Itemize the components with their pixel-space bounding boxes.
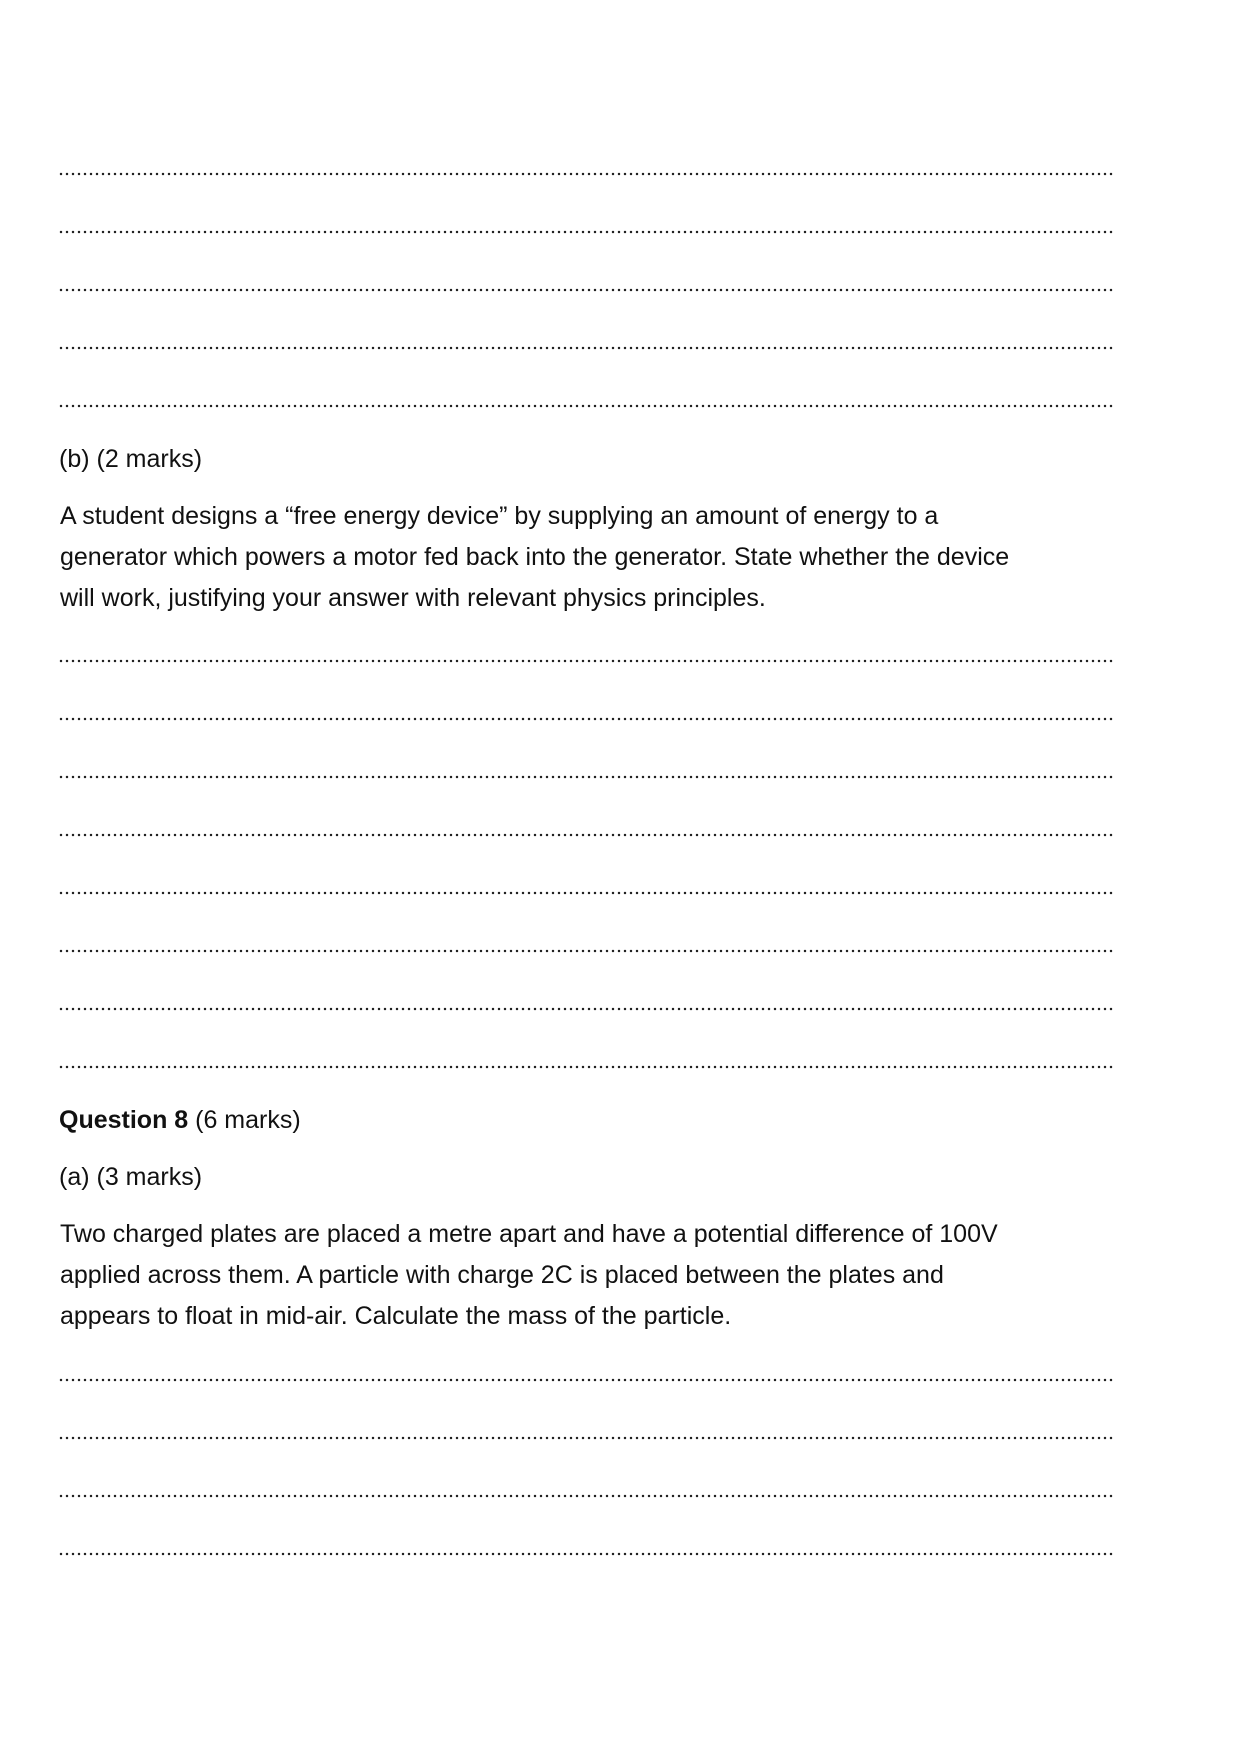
part-b-heading: (b) (2 marks) [59,445,203,473]
question-number: Question 8 [59,1106,189,1134]
question-text-line: Two charged plates are placed a metre apart and have a potential difference of 100V [60,1220,998,1248]
part-a-heading: (a) (3 marks) [59,1163,203,1191]
answer-line [58,1552,1114,1556]
answer-line [58,949,1114,953]
answer-line [58,288,1114,292]
answer-line [58,1494,1114,1498]
answer-line [58,1378,1114,1382]
answer-line [58,775,1114,779]
answer-line [58,1436,1114,1440]
answer-line [58,891,1114,895]
question-text-line: applied across them. A particle with charge 2C is placed between the plates and [60,1261,944,1289]
answer-line [58,833,1114,837]
answer-line [58,230,1114,234]
question-text-line: will work, justifying your answer with relevant physics principles. [60,584,766,612]
answer-line [58,346,1114,350]
part-a-question-text [60,1214,1170,1337]
answer-line [58,1007,1114,1011]
answer-line [58,172,1114,176]
question-8-heading [59,1100,301,1141]
answer-line [58,659,1114,663]
question-text-line: A student designs a “free energy device” by supplying an amount of energy to a [60,502,939,530]
part-b-question-text [60,496,1170,619]
answer-line [58,404,1114,408]
answer-line [58,1065,1114,1069]
question-text-line: appears to float in mid-air. Calculate the mass of the particle. [60,1302,732,1330]
question-text-line: generator which powers a motor fed back into the generator. State whether the device [60,543,1010,571]
answer-line [58,717,1114,721]
question-marks: (6 marks) [188,1106,301,1134]
